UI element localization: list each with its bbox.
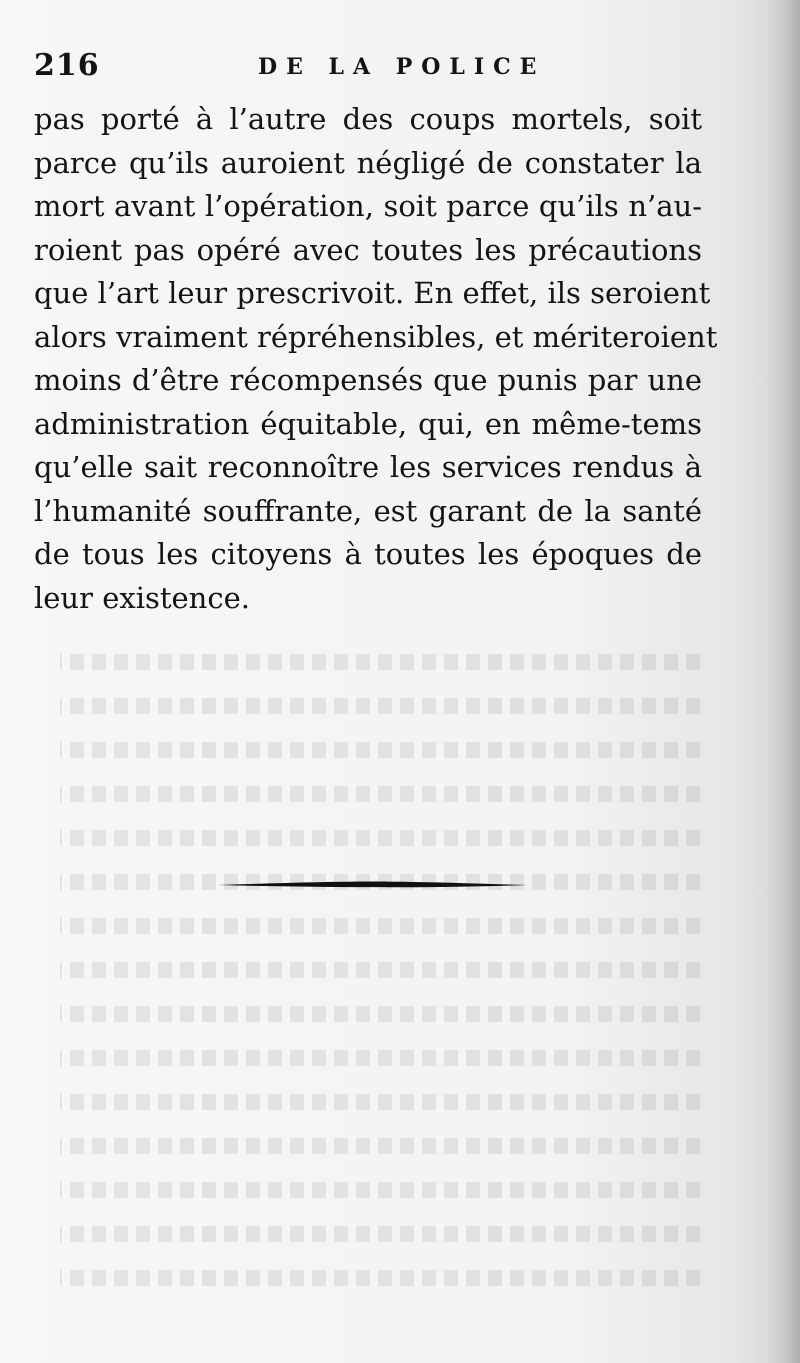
page-edge-shadow	[766, 0, 800, 1363]
text-line: pas porté à l’autre des coups mortels, soit	[34, 102, 702, 136]
text-line: alors vraiment répréhensibles, et mériteroient	[34, 319, 718, 354]
page-header	[34, 48, 714, 88]
show-through-texture	[60, 640, 700, 1320]
text-line: parce qu’ils auroient négligé de constater la	[34, 145, 702, 180]
text-line: que l’art leur prescrivoit. En effet, ils seroient	[34, 276, 711, 310]
page-number: 216	[34, 48, 100, 83]
text-line: leur existence.	[34, 580, 250, 615]
text-line: administration équitable, qui, en même-tems	[34, 406, 702, 441]
text-line: l’humanité souffrante, est garant de la santé	[34, 493, 702, 528]
text-line: de tous les citoyens à toutes les époques de	[34, 537, 702, 571]
text-line: roient pas opéré avec toutes les précautions	[34, 232, 702, 267]
body-text	[34, 98, 718, 620]
running-head: DE LA POLICE	[258, 54, 546, 80]
text-line: moins d’être récompensés que punis par une	[34, 363, 702, 397]
end-of-section-rule	[218, 880, 528, 888]
text-line: mort avant l’opération, soit parce qu’ils n’au-	[34, 189, 702, 223]
text-line: qu’elle sait reconnoître les services rendus à	[34, 450, 702, 484]
